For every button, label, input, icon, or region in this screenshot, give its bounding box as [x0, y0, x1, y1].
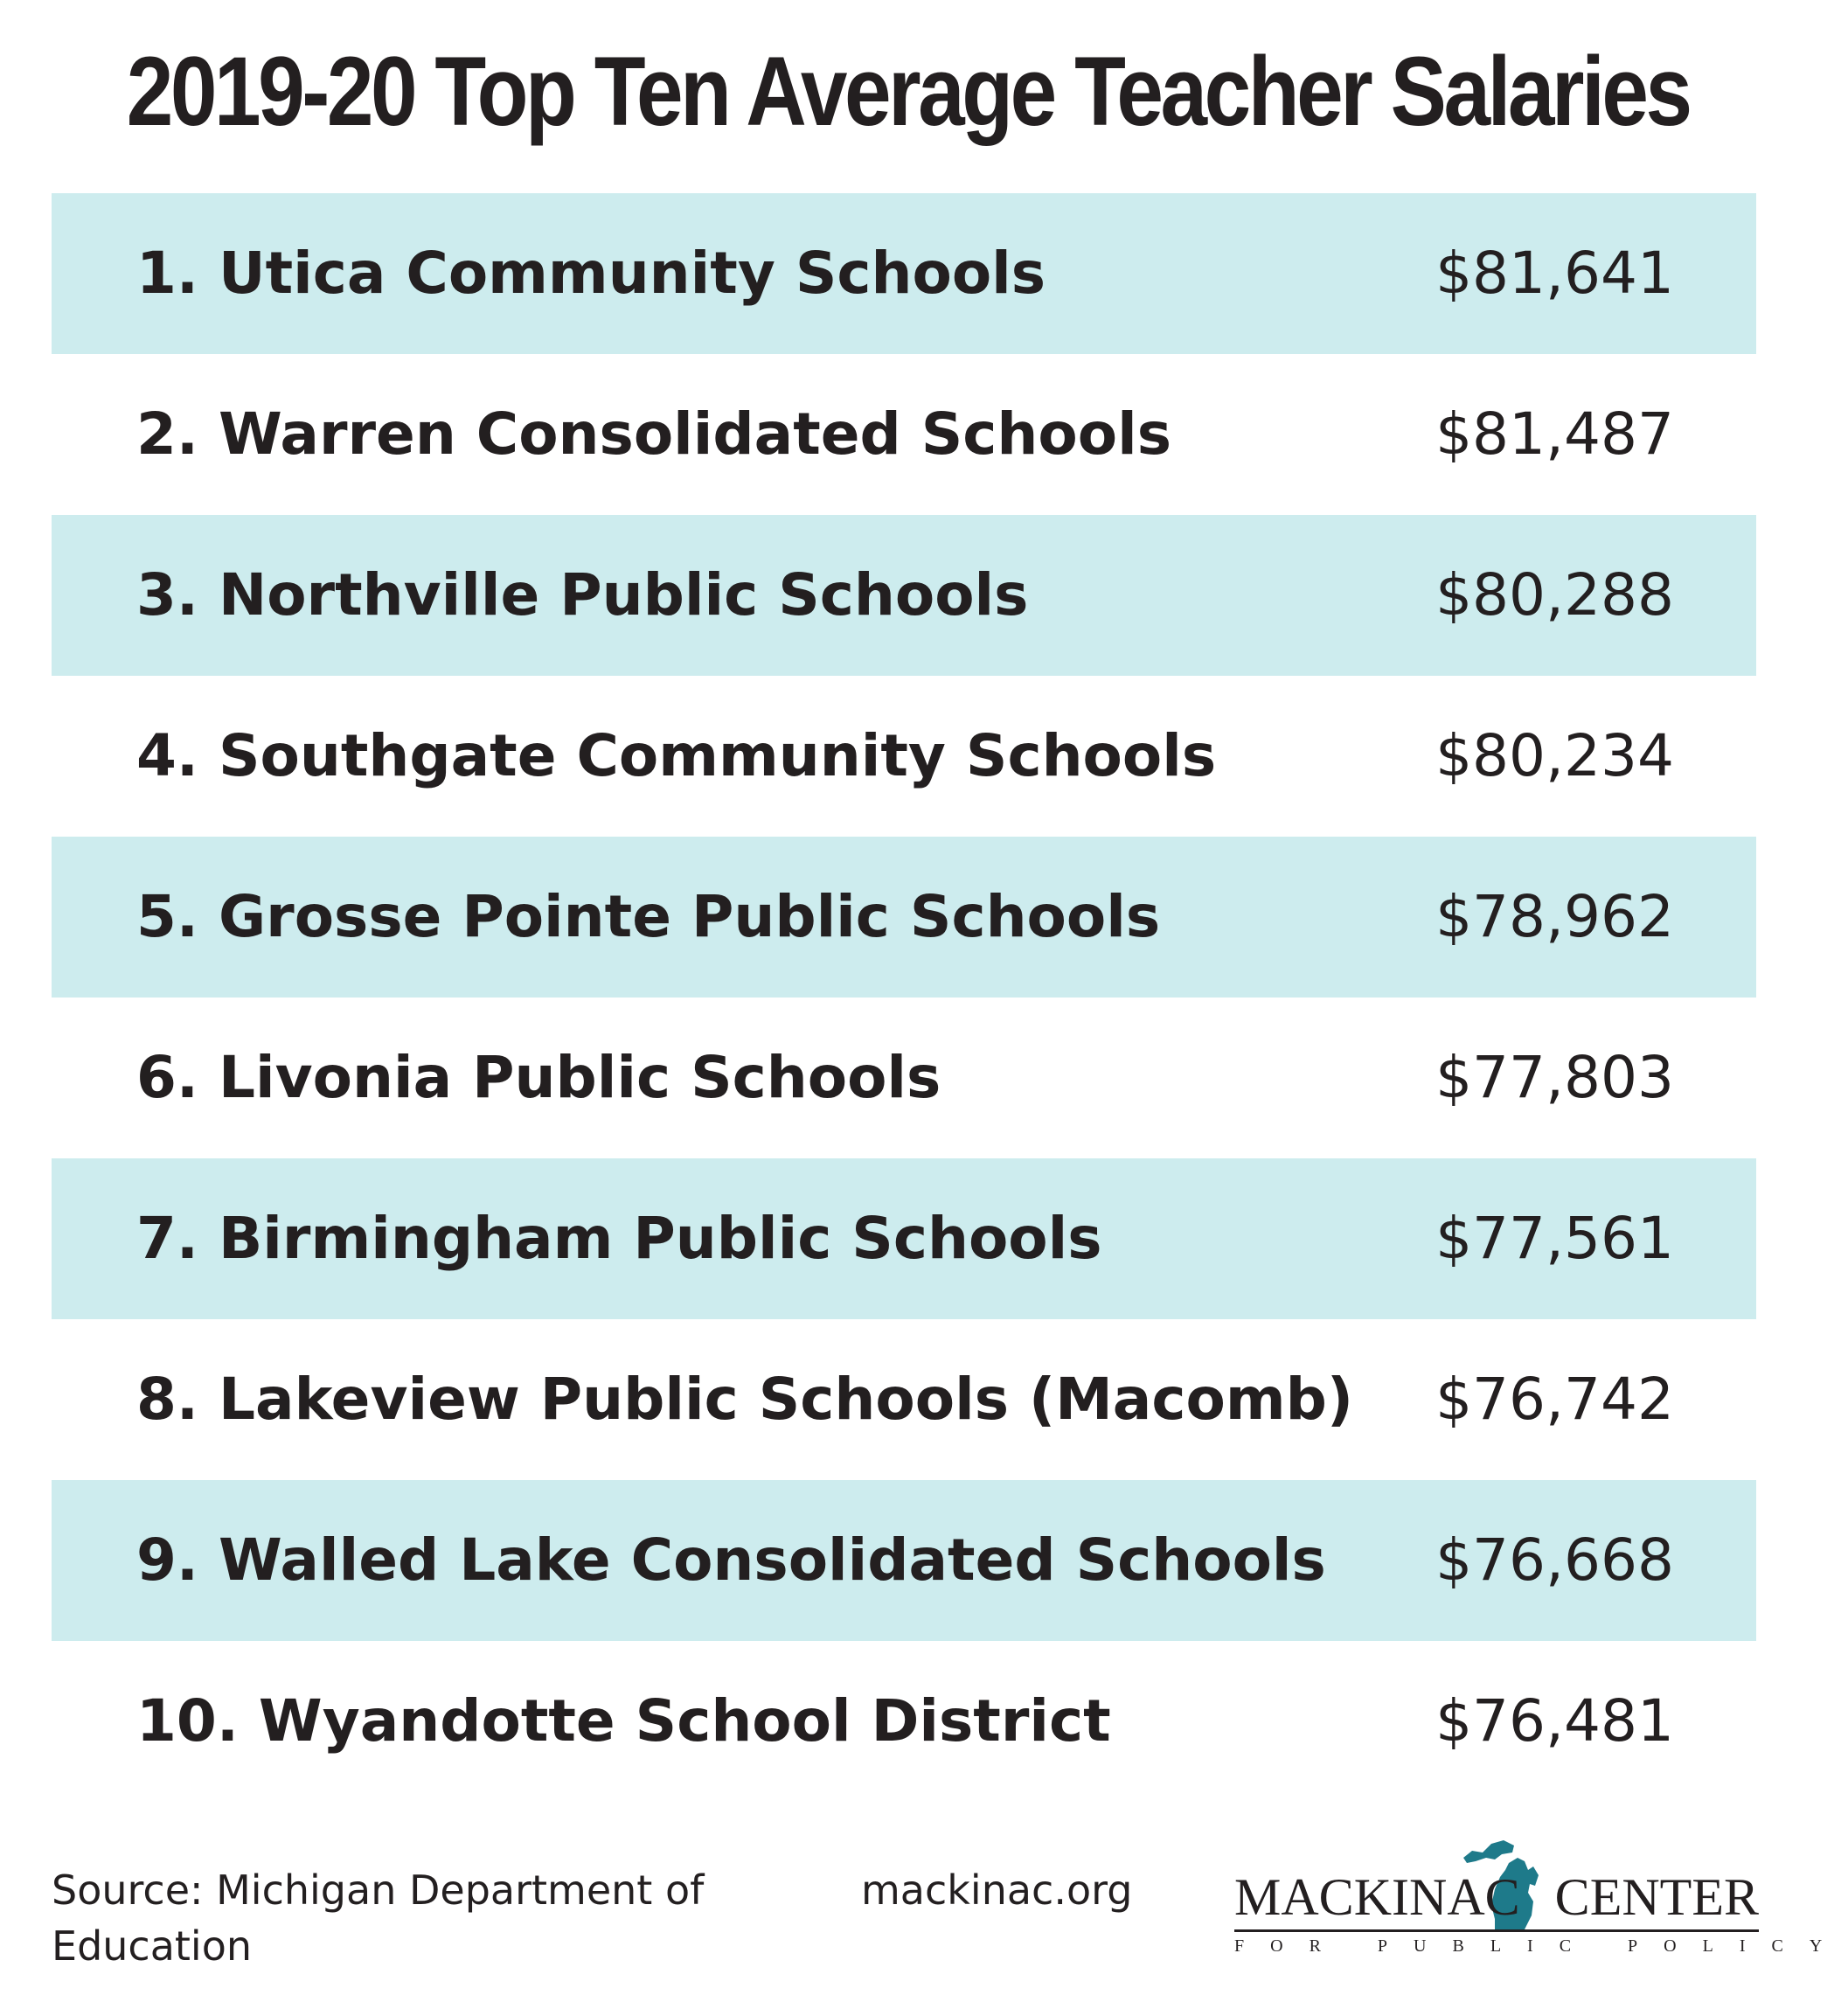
table-row — [52, 1158, 1756, 1319]
salary-value: $80,288 — [1435, 561, 1674, 629]
salary-value: $81,641 — [1435, 240, 1674, 307]
table-row — [52, 676, 1756, 837]
table-row — [52, 354, 1756, 515]
district-name: 5. Grosse Pointe Public Schools — [136, 883, 1161, 950]
district-name: 4. Southgate Community Schools — [136, 722, 1217, 789]
logo-name-right: CENTER — [1554, 1868, 1759, 1926]
salary-value: $80,234 — [1435, 722, 1674, 789]
district-name: 7. Birmingham Public Schools — [136, 1205, 1102, 1272]
district-name: 10. Wyandotte School District — [136, 1687, 1111, 1755]
logo-tagline: FOR PUBLIC POLICY — [1234, 1936, 1848, 1956]
website-url: mackinac.org — [861, 1866, 1133, 1914]
salary-table — [52, 193, 1756, 1802]
district-name: 6. Livonia Public Schools — [136, 1044, 941, 1111]
table-row — [52, 1480, 1756, 1641]
table-row — [52, 837, 1756, 998]
district-name: 8. Lakeview Public Schools (Macomb) — [136, 1366, 1353, 1433]
table-row — [52, 1319, 1756, 1480]
district-name: 3. Northville Public Schools — [136, 561, 1029, 629]
salary-value: $76,742 — [1435, 1366, 1674, 1433]
salary-value: $76,481 — [1435, 1687, 1674, 1755]
district-name: 2. Warren Consolidated Schools — [136, 400, 1171, 468]
salary-value: $77,561 — [1435, 1205, 1674, 1272]
logo-name-left: MACKINAC — [1234, 1868, 1520, 1926]
salary-value: $81,487 — [1435, 400, 1674, 468]
district-name: 1. Utica Community Schools — [136, 240, 1046, 307]
district-name: 9. Walled Lake Consolidated Schools — [136, 1526, 1326, 1594]
chart-title: 2019-20 Top Ten Average Teacher Salaries — [126, 37, 1690, 146]
mackinac-center-logo — [1234, 1832, 1848, 1958]
table-row — [52, 998, 1756, 1158]
logo-rule — [1234, 1929, 1759, 1932]
salary-value: $77,803 — [1435, 1044, 1674, 1111]
salary-value: $78,962 — [1435, 883, 1674, 950]
table-row — [52, 515, 1756, 676]
table-row — [52, 193, 1756, 354]
table-row — [52, 1641, 1756, 1802]
source-note: Source: Michigan Department of Education — [52, 1866, 705, 1970]
salary-value: $76,668 — [1435, 1526, 1674, 1594]
